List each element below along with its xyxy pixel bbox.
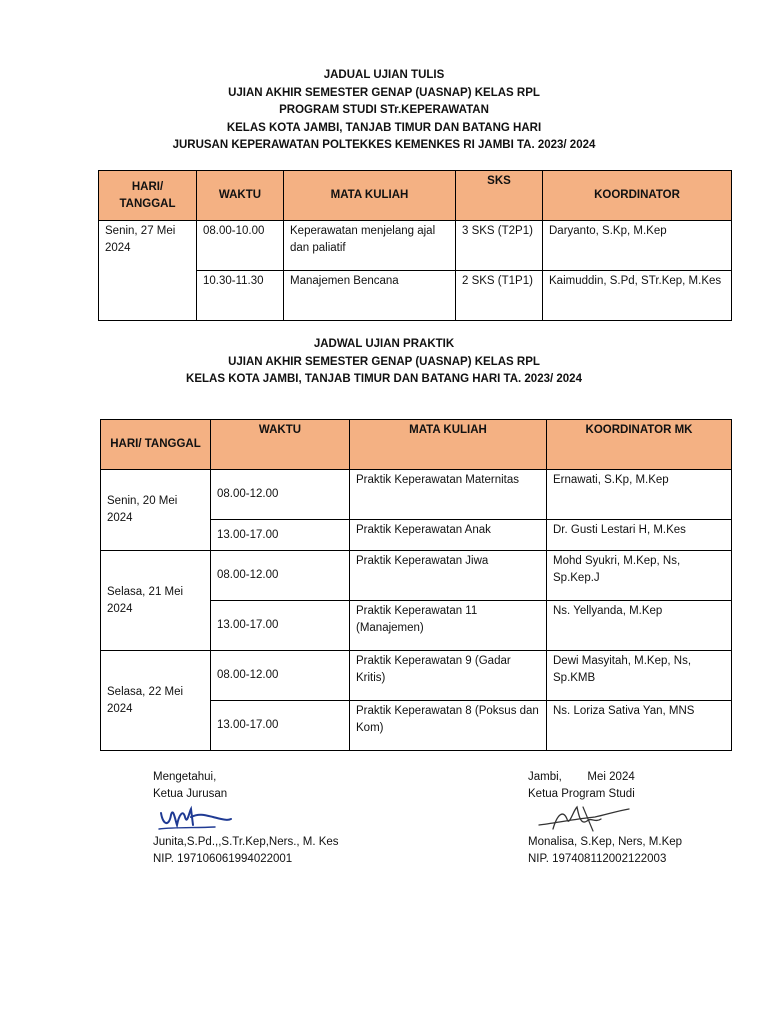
time-cell: 13.00-17.00 (211, 701, 350, 751)
table-header-row (99, 171, 732, 221)
day-cell: Selasa, 22 Mei 2024 (101, 651, 211, 751)
sig-place-date: Jambi, Mei 2024 (528, 771, 635, 783)
signer-name: Monalisa, S.Kep, Ners, M.Kep (528, 836, 683, 848)
practical-exam-table (100, 419, 732, 751)
header-coordinator: KOORDINATOR MK (547, 420, 732, 470)
sig-line: Mengetahui, (153, 771, 217, 783)
course-cell: Praktik Keperawatan Anak (350, 520, 547, 551)
day-cell: Selasa, 21 Mei 2024 (101, 551, 211, 651)
header-sks: SKS (456, 171, 543, 221)
title-line: JADUAL UJIAN TULIS (323, 69, 445, 81)
header-day: HARI/ TANGGAL (99, 171, 197, 221)
day-cell: Senin, 20 Mei 2024 (101, 470, 211, 551)
coordinator-cell: Daryanto, S.Kp, M.Kep (543, 221, 732, 271)
time-cell: 08.00-12.00 (211, 551, 350, 601)
table-row (99, 221, 732, 271)
left-signature-header (153, 769, 227, 802)
time-cell: 10.30-11.30 (197, 271, 284, 321)
sks-cell: 3 SKS (T2P1) (456, 221, 543, 271)
header-course: MATA KULIAH (350, 420, 547, 470)
time-cell: 08.00-12.00 (211, 651, 350, 701)
time-cell: 13.00-17.00 (211, 520, 350, 551)
course-cell: Praktik Keperawatan Maternitas (350, 470, 547, 520)
course-cell: Praktik Keperawatan 9 (Gadar Kritis) (350, 651, 547, 701)
title-line: JURUSAN KEPERAWATAN POLTEKKES KEMENKES RI JAMBI TA. 2023/ 2024 (172, 139, 596, 151)
title-line: KELAS KOTA JAMBI, TANJAB TIMUR DAN BATANG HARI TA. 2023/ 2024 (186, 373, 582, 385)
table-header-row (101, 420, 732, 470)
coordinator-cell: Ns. Loriza Sativa Yan, MNS (547, 701, 732, 751)
course-cell: Praktik Keperawatan 8 (Poksus dan Kom) (350, 701, 547, 751)
coordinator-cell: Kaimuddin, S.Pd, STr.Kep, M.Kes (543, 271, 732, 321)
handwritten-signature-right (535, 801, 635, 837)
header-coordinator: KOORDINATOR (543, 171, 732, 221)
header-time: WAKTU (197, 171, 284, 221)
time-cell: 08.00-12.00 (211, 470, 350, 520)
written-exam-table (98, 170, 732, 321)
sks-cell: 2 SKS (T1P1) (456, 271, 543, 321)
table-row (101, 651, 732, 701)
right-signature-header (528, 769, 635, 802)
header-day: HARI/ TANGGAL (101, 420, 211, 470)
day-cell: Senin, 27 Mei 2024 (99, 221, 197, 321)
table-row (101, 551, 732, 601)
written-exam-title (0, 67, 768, 155)
table-row (101, 470, 732, 520)
header-time: WAKTU (211, 420, 350, 470)
coordinator-cell: Dewi Masyitah, M.Kep, Ns, Sp.KMB (547, 651, 732, 701)
coordinator-cell: Ernawati, S.Kp, M.Kep (547, 470, 732, 520)
left-signature-footer (153, 834, 339, 867)
course-cell: Manajemen Bencana (284, 271, 456, 321)
header-course: MATA KULIAH (284, 171, 456, 221)
title-line: UJIAN AKHIR SEMESTER GENAP (UASNAP) KELAS RPL (228, 86, 540, 99)
coordinator-cell: Mohd Syukri, M.Kep, Ns, Sp.Kep.J (547, 551, 732, 601)
signer-nip: NIP. 197408112002122003 (528, 852, 667, 865)
sig-role: Ketua Program Studi (528, 787, 635, 800)
sig-role: Ketua Jurusan (153, 787, 228, 800)
practical-exam-title (0, 336, 768, 389)
course-cell: Keperawatan menjelang ajal dan paliatif (284, 221, 456, 271)
title-line: JADWAL UJIAN PRAKTIK (313, 338, 455, 350)
course-cell: Praktik Keperawatan Jiwa (350, 551, 547, 601)
handwritten-signature-left (155, 803, 235, 833)
time-cell: 13.00-17.00 (211, 601, 350, 651)
signer-nip: NIP. 197106061994022001 (153, 852, 293, 865)
right-signature-footer (528, 834, 682, 867)
coordinator-cell: Ns. Yellyanda, M.Kep (547, 601, 732, 651)
signer-name: Junita,S.Pd.,,S.Tr.Kep,Ners., M. Kes (153, 836, 339, 848)
title-line: PROGRAM STUDI STr.KEPERAWATAN (279, 104, 489, 116)
title-line: UJIAN AKHIR SEMESTER GENAP (UASNAP) KELAS RPL (228, 355, 540, 368)
title-line: KELAS KOTA JAMBI, TANJAB TIMUR DAN BATANG HARI (226, 121, 542, 134)
course-cell: Praktik Keperawatan 11 (Manajemen) (350, 601, 547, 651)
coordinator-cell: Dr. Gusti Lestari H, M.Kes (547, 520, 732, 551)
time-cell: 08.00-10.00 (197, 221, 284, 271)
